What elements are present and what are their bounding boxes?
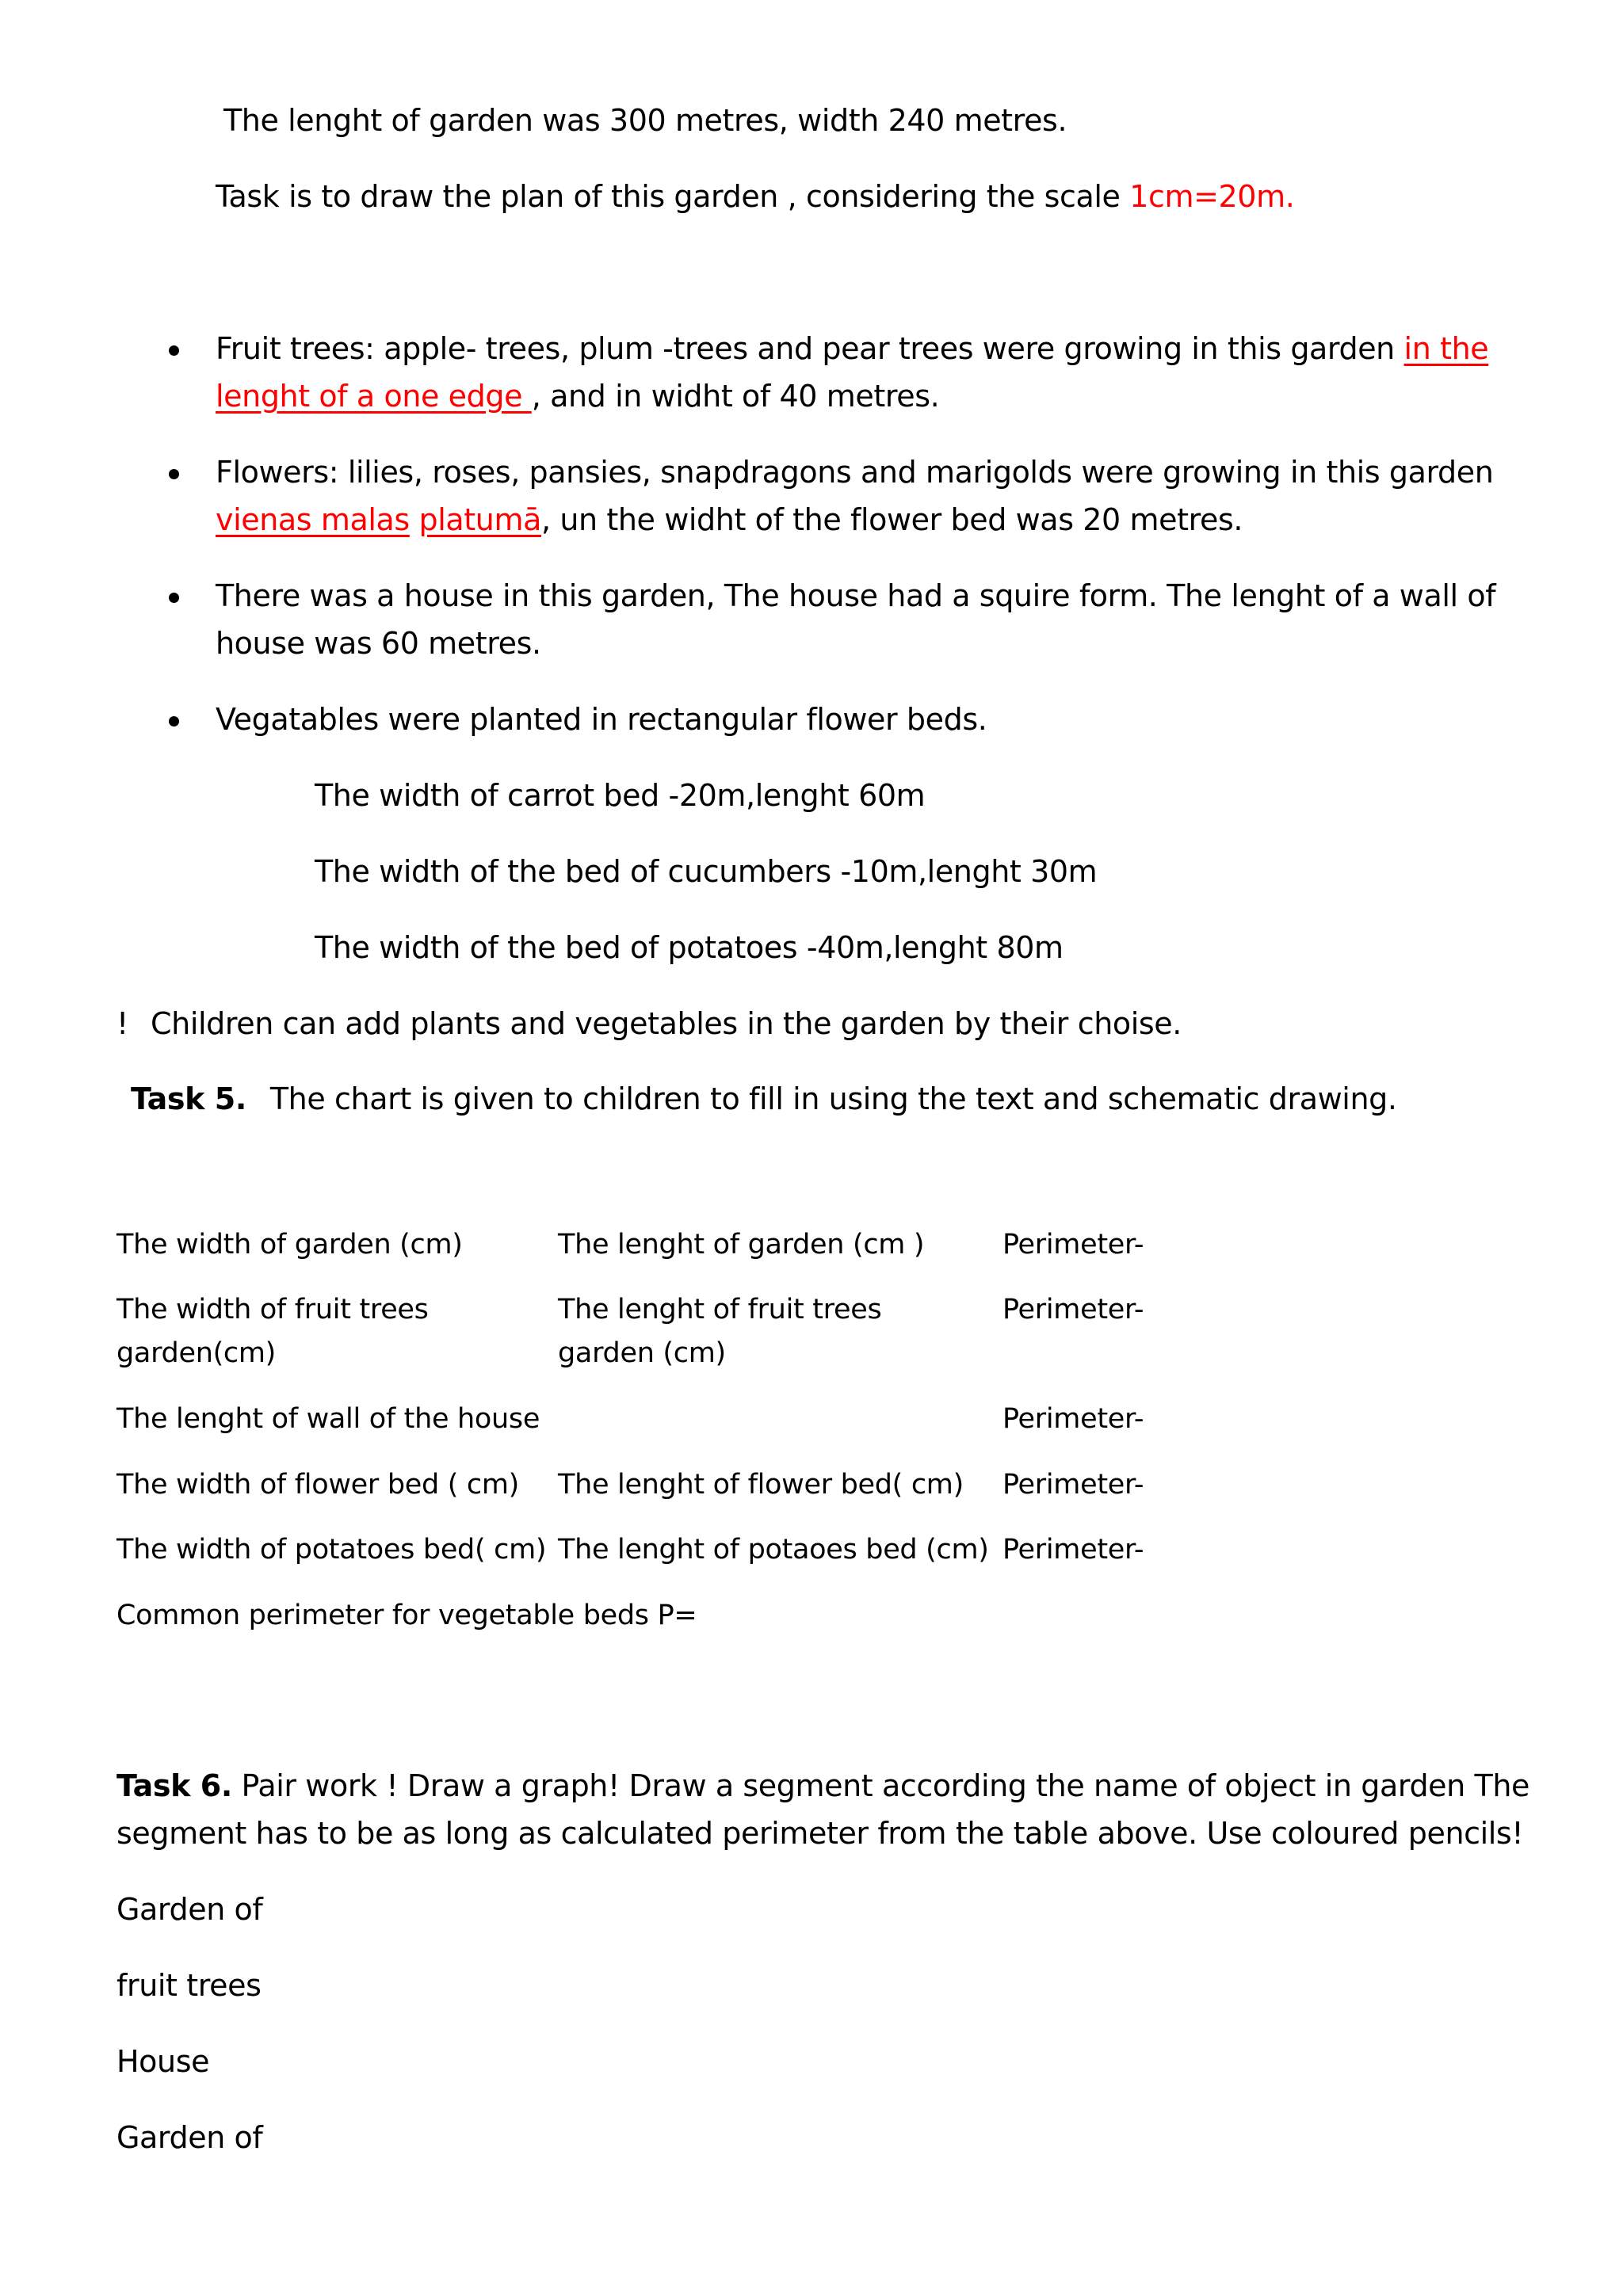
fruit-trees-line2 [216,372,939,420]
cucumber-bed-line: The width of the bed of cucumbers -10m,lenght 30m [315,854,1098,889]
table-cell: The lenght of potaoes bed (cm) [558,1534,989,1566]
table-cell: Perimeter- [1002,1403,1144,1435]
bullet-icon [169,345,179,356]
task6-label: Task 6. [116,1768,232,1803]
flowers-link-vienas-malas[interactable]: vienas malas [216,502,410,537]
task6-text: Pair work ! Draw a graph! Draw a segment according the name of object in garden The [231,1768,1529,1803]
bullet-icon [169,469,179,479]
task5-text: The chart is given to children to fill in using the text and schematic drawing. [269,1081,1397,1116]
table-cell: Perimeter- [1002,1229,1144,1261]
table-cell: The lenght of flower bed( cm) [558,1469,964,1501]
scale-text: 1cm=20m. [1129,179,1295,214]
task6-line2: segment has to be as long as calculated perimeter from the table above. Use coloured pencils! [116,1816,1524,1851]
table-cell: Perimeter- [1002,1534,1144,1566]
table-cell: The lenght of garden (cm ) [558,1229,925,1261]
common-perimeter: Common perimeter for vegetable beds P= [116,1600,697,1631]
table-cell: The width of fruit trees [116,1294,429,1325]
vegetables-line: Vegatables were planted in rectangular flower beds. [216,702,987,737]
table-cell: The width of flower bed ( cm) [116,1469,519,1501]
task5-label: Task 5. [131,1081,246,1116]
task5-line [131,1075,1397,1123]
table-cell: garden (cm) [558,1337,726,1369]
segment-label: House [116,2044,210,2079]
note-text: Children can add plants and vegetables in the garden by their choise. [151,1006,1182,1041]
table-cell: The width of garden (cm) [116,1229,463,1261]
flowers-rest: , un the widht of the flower bed was 20 metres. [540,502,1243,537]
fruit-trees-link-edge[interactable]: lenght of a one edge [216,379,532,414]
fruit-trees-line1 [216,325,1488,372]
fruit-trees-rest: , and in widht of 40 metres. [531,379,940,414]
house-line2: house was 60 metres. [216,626,541,661]
table-cell: The width of potatoes bed( cm) [116,1534,547,1566]
fruit-trees-link-in-the[interactable]: in the [1403,331,1489,366]
potato-bed-line: The width of the bed of potatoes -40m,lenght 80m [315,930,1064,965]
table-cell: Perimeter- [1002,1469,1144,1501]
flowers-link-platuma[interactable]: platumā [418,502,541,537]
segment-label: Garden of [116,2120,263,2155]
task-text: Task is to draw the plan of this garden , considering the scale [216,179,1130,214]
note-mark: ! [116,1006,128,1041]
task-line [216,173,1294,220]
fruit-trees-text: Fruit trees: apple- trees, plum -trees and pear trees were growing in this garden [216,331,1404,366]
segment-label: fruit trees [116,1968,262,2003]
flowers-line2 [216,496,1243,543]
intro-line: The lenght of garden was 300 metres, width 240 metres. [223,103,1067,138]
bullet-icon [169,716,179,727]
table-cell: The lenght of fruit trees [558,1294,882,1325]
segment-label: Garden of [116,1892,263,1927]
task6-line1 [116,1762,1529,1810]
table-cell: garden(cm) [116,1337,277,1369]
bullet-icon [169,593,179,603]
table-cell: The lenght of wall of the house [116,1403,540,1435]
house-line1: There was a house in this garden, The house had a squire form. The lenght of a wall of [216,578,1496,613]
flowers-line1: Flowers: lilies, roses, pansies, snapdragons and marigolds were growing in this garden [216,455,1494,490]
carrot-bed-line: The width of carrot bed -20m,lenght 60m [315,778,926,813]
table-cell: Perimeter- [1002,1294,1144,1325]
